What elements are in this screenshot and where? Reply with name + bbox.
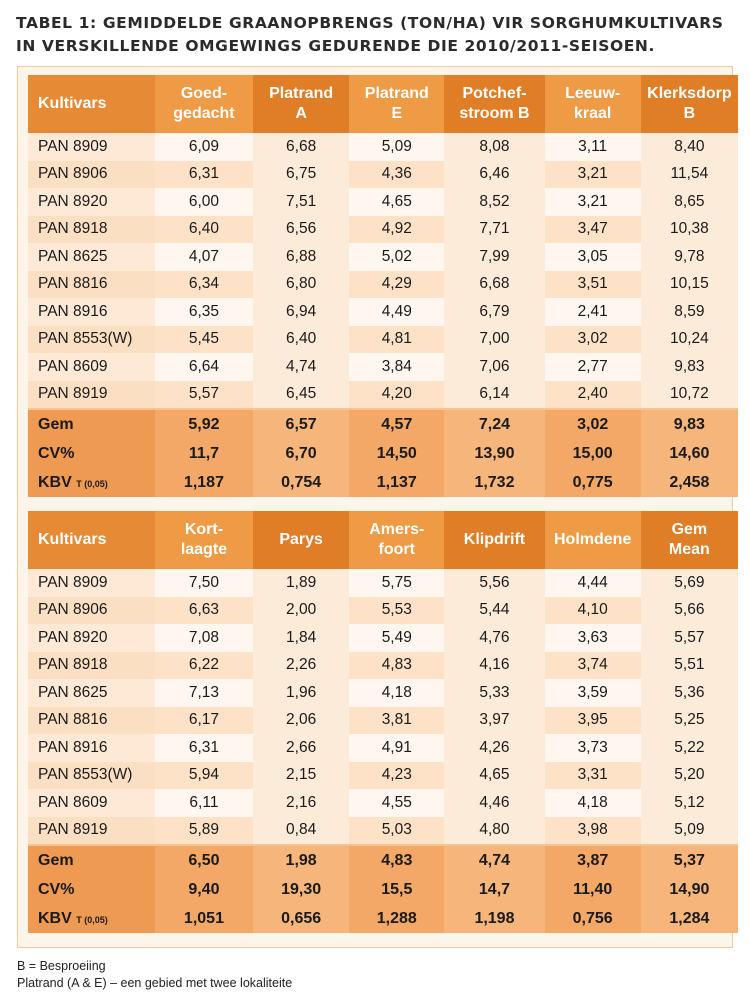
summary-label: CV% [28, 439, 155, 468]
yield-cell: 3,31 [545, 762, 641, 790]
summary-cell: 0,656 [253, 904, 349, 933]
column-header-line: Holmdene [554, 531, 632, 548]
table-frame [17, 66, 733, 948]
column-header [349, 511, 444, 569]
kbv-subscript: T (0,05) [76, 478, 108, 489]
yield-cell: 6,40 [253, 326, 349, 354]
yield-cell: 5,66 [641, 597, 738, 625]
column-header [28, 75, 155, 133]
yield-cell: 2,15 [253, 762, 349, 790]
yield-cell: 6,79 [444, 298, 544, 326]
yield-cell: 2,77 [545, 353, 641, 381]
footnote-irrigation: B = Besproeiing [17, 959, 106, 973]
summary-cell: 1,051 [155, 904, 253, 933]
yield-cell: 4,55 [349, 789, 444, 817]
table-row [28, 624, 738, 652]
cv-row [28, 875, 738, 904]
column-header-line: Platrand [269, 85, 334, 102]
yield-cell: 5,56 [444, 569, 544, 597]
kbv-label: KBV [38, 473, 72, 491]
yield-cell: 5,33 [444, 679, 544, 707]
summary-cell: 6,57 [253, 409, 349, 439]
cultivar-cell: PAN 8816 [28, 271, 155, 299]
yield-cell: 5,25 [641, 707, 738, 735]
yield-cell: 9,83 [641, 353, 738, 381]
table-row [28, 679, 738, 707]
summary-cell: 11,7 [155, 439, 253, 468]
summary-cell: 0,754 [253, 468, 349, 497]
yield-cell: 4,18 [349, 679, 444, 707]
summary-cell: 1,198 [444, 904, 544, 933]
yield-cell: 1,96 [253, 679, 349, 707]
yield-cell: 7,50 [155, 569, 253, 597]
yield-cell: 5,44 [444, 597, 544, 625]
yield-cell: 3,21 [545, 161, 641, 189]
yield-cell: 4,10 [545, 597, 641, 625]
kbv-row [28, 904, 738, 933]
column-header-line: Klerksdorp [647, 85, 732, 102]
yield-cell: 4,23 [349, 762, 444, 790]
yield-cell: 3,74 [545, 652, 641, 680]
yield-cell: 4,16 [444, 652, 544, 680]
summary-cell: 1,187 [155, 468, 253, 497]
summary-cell: 15,5 [349, 875, 444, 904]
yield-cell: 4,20 [349, 381, 444, 410]
yield-cell: 4,18 [545, 789, 641, 817]
yield-cell: 4,92 [349, 216, 444, 244]
yield-cell: 4,74 [253, 353, 349, 381]
column-header [444, 75, 544, 133]
yield-cell: 4,91 [349, 734, 444, 762]
cultivar-cell: PAN 8553(W) [28, 762, 155, 790]
table-row [28, 734, 738, 762]
table-row [28, 161, 738, 189]
yield-cell: 3,95 [545, 707, 641, 735]
yield-cell: 6,40 [155, 216, 253, 244]
table-row [28, 789, 738, 817]
cultivar-cell: PAN 8609 [28, 353, 155, 381]
summary-cell: 14,60 [641, 439, 738, 468]
yield-cell: 6,46 [444, 161, 544, 189]
summary-cell: 6,70 [253, 439, 349, 468]
yield-cell: 8,52 [444, 188, 544, 216]
table-row [28, 353, 738, 381]
column-header-line: gedacht [173, 105, 235, 122]
yield-cell: 5,69 [641, 569, 738, 597]
summary-cell: 0,756 [545, 904, 641, 933]
yield-cell: 5,51 [641, 652, 738, 680]
cultivar-cell: PAN 8553(W) [28, 326, 155, 354]
yield-cell: 8,59 [641, 298, 738, 326]
table-row [28, 597, 738, 625]
cultivar-cell: PAN 8918 [28, 652, 155, 680]
yield-cell: 5,75 [349, 569, 444, 597]
table-row [28, 569, 738, 597]
yield-cell: 2,40 [545, 381, 641, 410]
yield-cell: 5,20 [641, 762, 738, 790]
summary-label: CV% [28, 875, 155, 904]
summary-cell: 19,30 [253, 875, 349, 904]
kbv-row [28, 468, 738, 497]
yield-cell: 5,03 [349, 817, 444, 846]
yield-cell: 5,57 [641, 624, 738, 652]
yield-cell: 4,81 [349, 326, 444, 354]
yield-cell: 6,31 [155, 161, 253, 189]
column-header [155, 511, 253, 569]
column-header-line: Mean [668, 541, 710, 558]
yield-cell: 7,51 [253, 188, 349, 216]
yield-cell: 6,45 [253, 381, 349, 410]
yield-cell: 5,22 [641, 734, 738, 762]
yield-cell: 4,65 [444, 762, 544, 790]
cultivar-cell: PAN 8918 [28, 216, 155, 244]
yield-cell: 1,89 [253, 569, 349, 597]
yield-cell: 6,94 [253, 298, 349, 326]
yield-cell: 6,56 [253, 216, 349, 244]
yield-cell: 6,34 [155, 271, 253, 299]
yield-cell: 10,24 [641, 326, 738, 354]
yield-table-2 [28, 511, 738, 933]
yield-cell: 3,21 [545, 188, 641, 216]
column-header-line: Gem [671, 521, 708, 538]
cultivar-cell: PAN 8919 [28, 381, 155, 410]
cultivar-cell: PAN 8916 [28, 734, 155, 762]
summary-cell: 11,40 [545, 875, 641, 904]
summary-cell: 1,98 [253, 845, 349, 875]
yield-cell: 1,84 [253, 624, 349, 652]
yield-cell: 3,98 [545, 817, 641, 846]
summary-cell: 0,775 [545, 468, 641, 497]
yield-cell: 4,44 [545, 569, 641, 597]
footnote-platrand: Platrand (A & E) – een gebied met twee lokaliteite [17, 976, 293, 990]
summary-cell: 4,57 [349, 409, 444, 439]
yield-cell: 4,76 [444, 624, 544, 652]
kbv-label: KBV [38, 909, 72, 927]
gem-row [28, 845, 738, 875]
yield-cell: 6,64 [155, 353, 253, 381]
yield-cell: 5,02 [349, 243, 444, 271]
yield-cell: 4,65 [349, 188, 444, 216]
yield-cell: 8,08 [444, 133, 544, 161]
column-header-line: B [683, 105, 696, 122]
column-header [641, 75, 738, 133]
yield-cell: 5,89 [155, 817, 253, 846]
yield-cell: 4,83 [349, 652, 444, 680]
summary-cell: 2,458 [641, 468, 738, 497]
yield-cell: 5,36 [641, 679, 738, 707]
yield-cell: 7,13 [155, 679, 253, 707]
yield-cell: 2,66 [253, 734, 349, 762]
yield-cell: 3,59 [545, 679, 641, 707]
header-row [28, 511, 738, 569]
summary-label [28, 904, 155, 933]
column-header-line: laagte [180, 541, 228, 558]
cultivar-cell: PAN 8625 [28, 243, 155, 271]
column-header-line: Platrand [364, 85, 429, 102]
yield-cell: 6,31 [155, 734, 253, 762]
table-row [28, 243, 738, 271]
column-header-line: A [295, 105, 307, 122]
yield-cell: 6,17 [155, 707, 253, 735]
yield-cell: 6,75 [253, 161, 349, 189]
cultivar-cell: PAN 8916 [28, 298, 155, 326]
yield-cell: 2,06 [253, 707, 349, 735]
yield-cell: 3,81 [349, 707, 444, 735]
yield-cell: 8,40 [641, 133, 738, 161]
summary-cell: 9,83 [641, 409, 738, 439]
summary-label [28, 468, 155, 497]
summary-cell: 5,37 [641, 845, 738, 875]
yield-cell: 7,71 [444, 216, 544, 244]
yield-cell: 6,80 [253, 271, 349, 299]
cultivar-cell: PAN 8909 [28, 569, 155, 597]
column-header [253, 511, 349, 569]
column-header-line: Parys [279, 531, 323, 548]
column-header [545, 511, 641, 569]
summary-cell: 7,24 [444, 409, 544, 439]
column-header-line: foort [378, 541, 415, 558]
yield-cell: 4,26 [444, 734, 544, 762]
column-header [545, 75, 641, 133]
table-row [28, 817, 738, 846]
yield-cell: 6,68 [444, 271, 544, 299]
table-row [28, 271, 738, 299]
yield-cell: 5,45 [155, 326, 253, 354]
column-header-line: Amers- [369, 521, 425, 538]
summary-cell: 1,284 [641, 904, 738, 933]
yield-cell: 2,00 [253, 597, 349, 625]
table-row [28, 762, 738, 790]
yield-cell: 2,16 [253, 789, 349, 817]
yield-cell: 6,11 [155, 789, 253, 817]
yield-cell: 4,49 [349, 298, 444, 326]
cultivar-cell: PAN 8919 [28, 817, 155, 846]
yield-cell: 3,05 [545, 243, 641, 271]
yield-cell: 5,53 [349, 597, 444, 625]
yield-cell: 6,14 [444, 381, 544, 410]
footnotes [17, 958, 292, 992]
cv-row [28, 439, 738, 468]
yield-cell: 8,65 [641, 188, 738, 216]
table-row [28, 381, 738, 410]
yield-cell: 5,94 [155, 762, 253, 790]
column-header-line: Kultivars [38, 531, 107, 548]
yield-cell: 11,54 [641, 161, 738, 189]
table-row [28, 707, 738, 735]
yield-cell: 3,73 [545, 734, 641, 762]
table-caption: TABEL 1: GEMIDDELDE GRAANOPBRENGS (TON/HA) VIR SORGHUMKULTIVARS IN VERSKILLENDE OMGEWINGS GEDURENDE DIE 2010/2011-SEISOEN. [16, 14, 724, 55]
summary-cell: 4,74 [444, 845, 544, 875]
column-header [253, 75, 349, 133]
cultivar-cell: PAN 8906 [28, 597, 155, 625]
yield-cell: 4,36 [349, 161, 444, 189]
yield-cell: 3,11 [545, 133, 641, 161]
summary-cell: 1,137 [349, 468, 444, 497]
summary-label: Gem [28, 409, 155, 439]
yield-cell: 7,99 [444, 243, 544, 271]
yield-table-1 [28, 75, 738, 497]
yield-cell: 2,26 [253, 652, 349, 680]
summary-cell: 1,288 [349, 904, 444, 933]
cultivar-cell: PAN 8816 [28, 707, 155, 735]
table-row [28, 216, 738, 244]
yield-cell: 3,97 [444, 707, 544, 735]
table-row [28, 298, 738, 326]
column-header [349, 75, 444, 133]
table-row [28, 326, 738, 354]
summary-cell: 1,732 [444, 468, 544, 497]
yield-cell: 7,08 [155, 624, 253, 652]
table-row [28, 133, 738, 161]
yield-cell: 3,47 [545, 216, 641, 244]
yield-cell: 3,02 [545, 326, 641, 354]
yield-cell: 5,57 [155, 381, 253, 410]
cultivar-cell: PAN 8920 [28, 188, 155, 216]
summary-cell: 14,50 [349, 439, 444, 468]
column-header-line: stroom B [459, 105, 530, 122]
column-header [28, 511, 155, 569]
yield-cell: 5,49 [349, 624, 444, 652]
yield-cell: 7,06 [444, 353, 544, 381]
summary-cell: 13,90 [444, 439, 544, 468]
yield-cell: 10,72 [641, 381, 738, 410]
yield-cell: 5,09 [641, 817, 738, 846]
cultivar-cell: PAN 8609 [28, 789, 155, 817]
summary-cell: 9,40 [155, 875, 253, 904]
yield-cell: 2,41 [545, 298, 641, 326]
yield-cell: 4,80 [444, 817, 544, 846]
summary-cell: 3,87 [545, 845, 641, 875]
summary-cell: 14,90 [641, 875, 738, 904]
yield-cell: 5,12 [641, 789, 738, 817]
summary-label: Gem [28, 845, 155, 875]
yield-cell: 6,00 [155, 188, 253, 216]
yield-cell: 4,29 [349, 271, 444, 299]
yield-cell: 3,63 [545, 624, 641, 652]
yield-cell: 0,84 [253, 817, 349, 846]
column-header-line: Goed- [180, 85, 228, 102]
yield-cell: 10,38 [641, 216, 738, 244]
gem-row [28, 409, 738, 439]
header-row [28, 75, 738, 133]
yield-cell: 9,78 [641, 243, 738, 271]
yield-cell: 6,09 [155, 133, 253, 161]
column-header-line: Kultivars [38, 95, 107, 112]
yield-cell: 7,00 [444, 326, 544, 354]
yield-cell: 5,09 [349, 133, 444, 161]
cultivar-cell: PAN 8920 [28, 624, 155, 652]
column-header-line: Kort- [184, 521, 224, 538]
yield-cell: 6,68 [253, 133, 349, 161]
yield-cell: 3,51 [545, 271, 641, 299]
summary-cell: 6,50 [155, 845, 253, 875]
column-header-line: Klipdrift [463, 531, 526, 548]
cultivar-cell: PAN 8625 [28, 679, 155, 707]
yield-cell: 6,88 [253, 243, 349, 271]
yield-cell: 3,84 [349, 353, 444, 381]
cultivar-cell: PAN 8906 [28, 161, 155, 189]
summary-cell: 15,00 [545, 439, 641, 468]
yield-cell: 4,46 [444, 789, 544, 817]
column-header-line: Leeuw- [565, 85, 621, 102]
yield-cell: 6,22 [155, 652, 253, 680]
summary-cell: 5,92 [155, 409, 253, 439]
summary-cell: 14,7 [444, 875, 544, 904]
column-header [444, 511, 544, 569]
summary-cell: 3,02 [545, 409, 641, 439]
column-header [155, 75, 253, 133]
table-row [28, 652, 738, 680]
yield-cell: 6,63 [155, 597, 253, 625]
yield-cell: 4,07 [155, 243, 253, 271]
yield-cell: 6,35 [155, 298, 253, 326]
column-header-line: Potchef- [462, 85, 527, 102]
kbv-subscript: T (0,05) [76, 914, 108, 925]
yield-cell: 10,15 [641, 271, 738, 299]
summary-cell: 4,83 [349, 845, 444, 875]
cultivar-cell: PAN 8909 [28, 133, 155, 161]
column-header-line: E [391, 105, 403, 122]
table-row [28, 188, 738, 216]
column-header-line: kraal [573, 105, 612, 122]
column-header [641, 511, 738, 569]
